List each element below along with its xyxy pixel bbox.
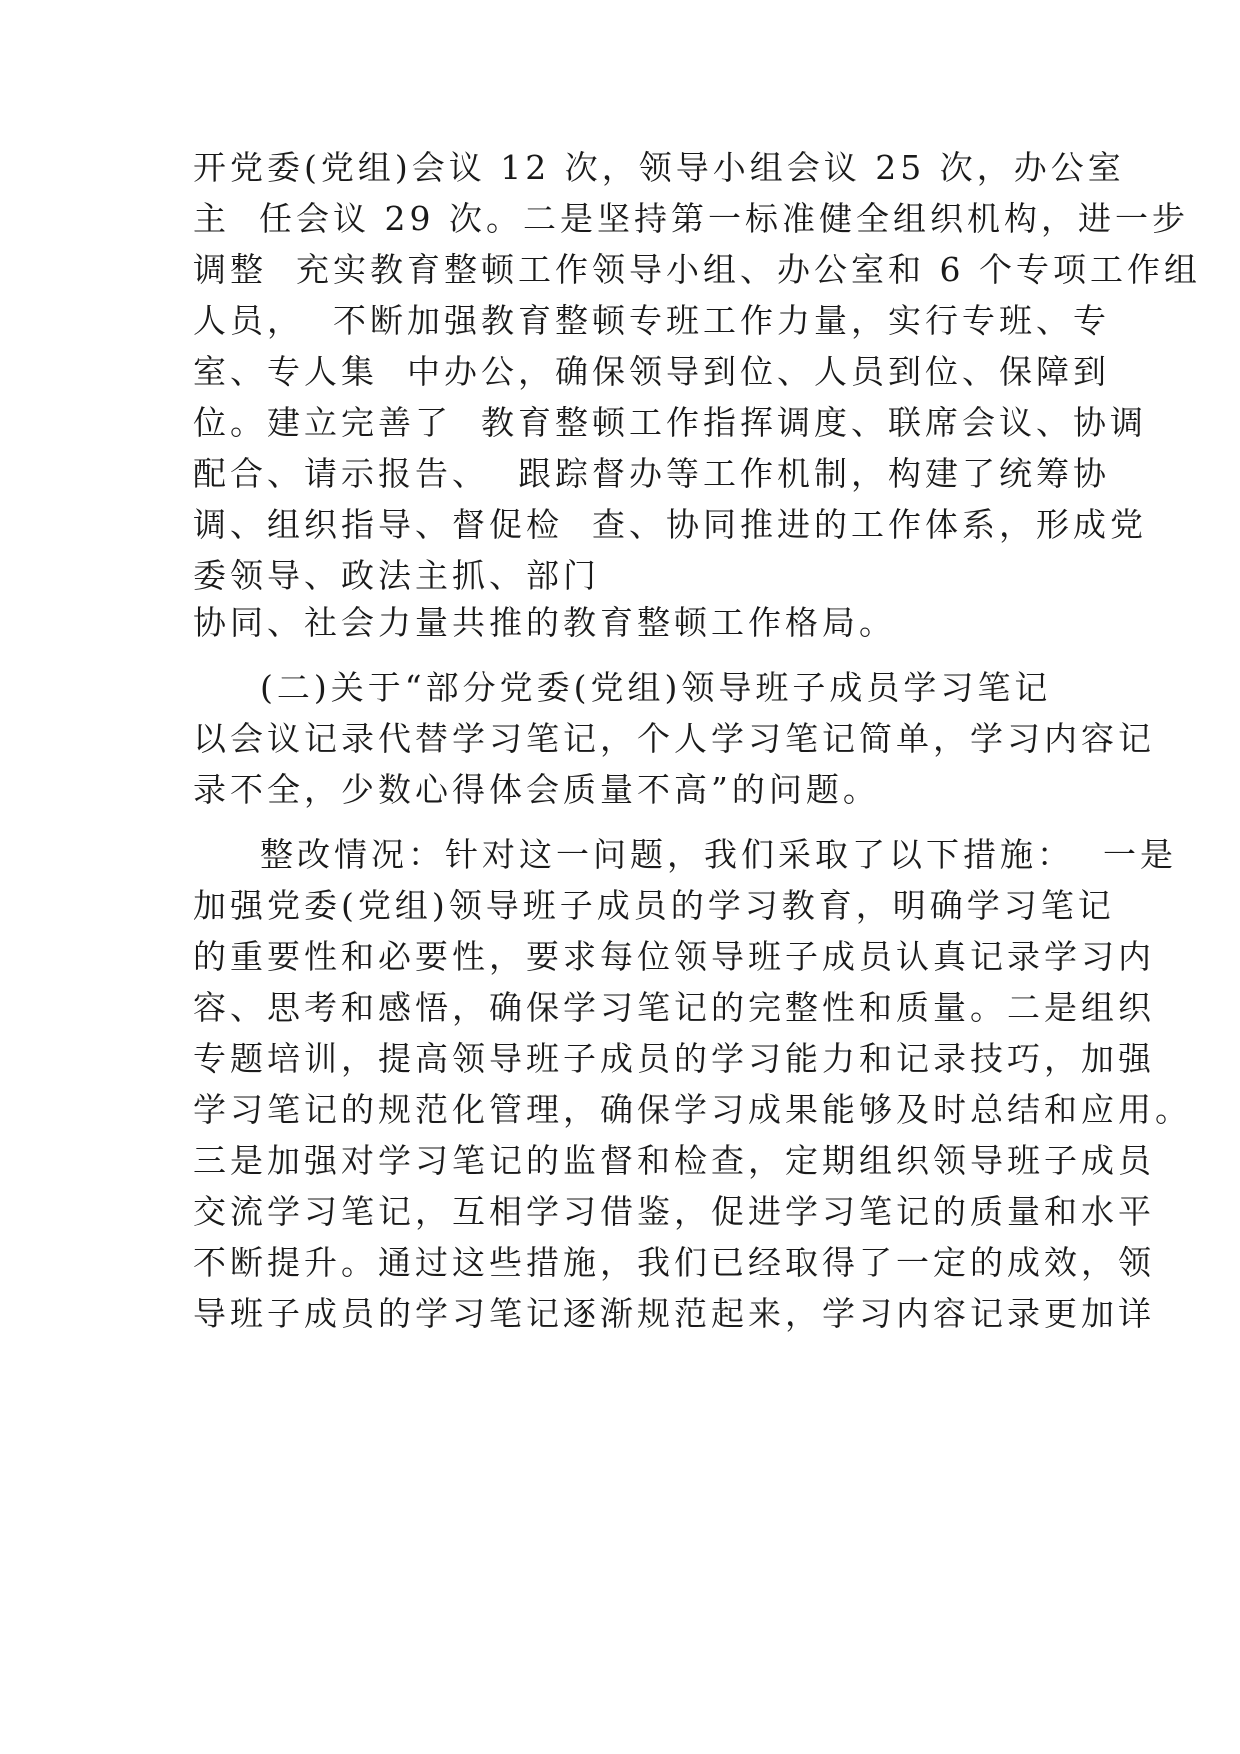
text-line: 加强党委(党组)领导班子成员的学习教育，明确学习笔记 bbox=[193, 886, 1115, 925]
text-line: 委领导、政法主抓、部门 bbox=[193, 556, 600, 595]
text-line: 开党委(党组)会议 12 次，领导小组会议 25 次，办公室 bbox=[193, 148, 1125, 187]
text-line: 导班子成员的学习笔记逐渐规范起来，学习内容记录更加详 bbox=[193, 1294, 1155, 1333]
text-line: 位。建立完善了 教育整顿工作指挥调度、联席会议、协调 bbox=[193, 403, 1147, 442]
text-line: 室、专人集 中办公，确保领导到位、人员到位、保障到 bbox=[193, 352, 1110, 391]
text-line: 调整 充实教育整顿工作领导小组、办公室和 6 个专项工作组 bbox=[193, 250, 1201, 289]
text-line: 协同、社会力量共推的教育整顿工作格局。 bbox=[193, 603, 896, 642]
text-line: 专题培训，提高领导班子成员的学习能力和记录技巧，加强 bbox=[193, 1039, 1155, 1078]
text-line: 人员， 不断加强教育整顿专班工作力量，实行专班、专 bbox=[193, 301, 1110, 340]
paragraph-start: 整改情况：针对这一问题，我们采取了以下措施： 一是 bbox=[260, 835, 1177, 874]
text-line: 以会议记录代替学习笔记，个人学习笔记简单，学习内容记 bbox=[193, 719, 1155, 758]
section-heading: (二)关于“部分党委(党组)领导班子成员学习笔记 bbox=[260, 668, 1052, 707]
text-line: 主 任会议 29 次。二是坚持第一标准健全组织机构，进一步 bbox=[193, 199, 1189, 238]
text-line: 交流学习笔记，互相学习借鉴，促进学习笔记的质量和水平 bbox=[193, 1192, 1155, 1231]
text-line: 三是加强对学习笔记的监督和检查，定期组织领导班子成员 bbox=[193, 1141, 1155, 1180]
text-line: 学习笔记的规范化管理，确保学习成果能够及时总结和应用。 bbox=[193, 1090, 1192, 1129]
text-line: 不断提升。通过这些措施，我们已经取得了一定的成效，领 bbox=[193, 1243, 1155, 1282]
text-line: 配合、请示报告、 跟踪督办等工作机制，构建了统筹协 bbox=[193, 454, 1110, 493]
text-line: 容、思考和感悟，确保学习笔记的完整性和质量。二是组织 bbox=[193, 988, 1155, 1027]
text-line: 的重要性和必要性，要求每位领导班子成员认真记录学习内 bbox=[193, 937, 1155, 976]
text-line: 调、组织指导、督促检 查、协同推进的工作体系，形成党 bbox=[193, 505, 1147, 544]
text-line: 录不全，少数心得体会质量不高”的问题。 bbox=[193, 770, 880, 809]
